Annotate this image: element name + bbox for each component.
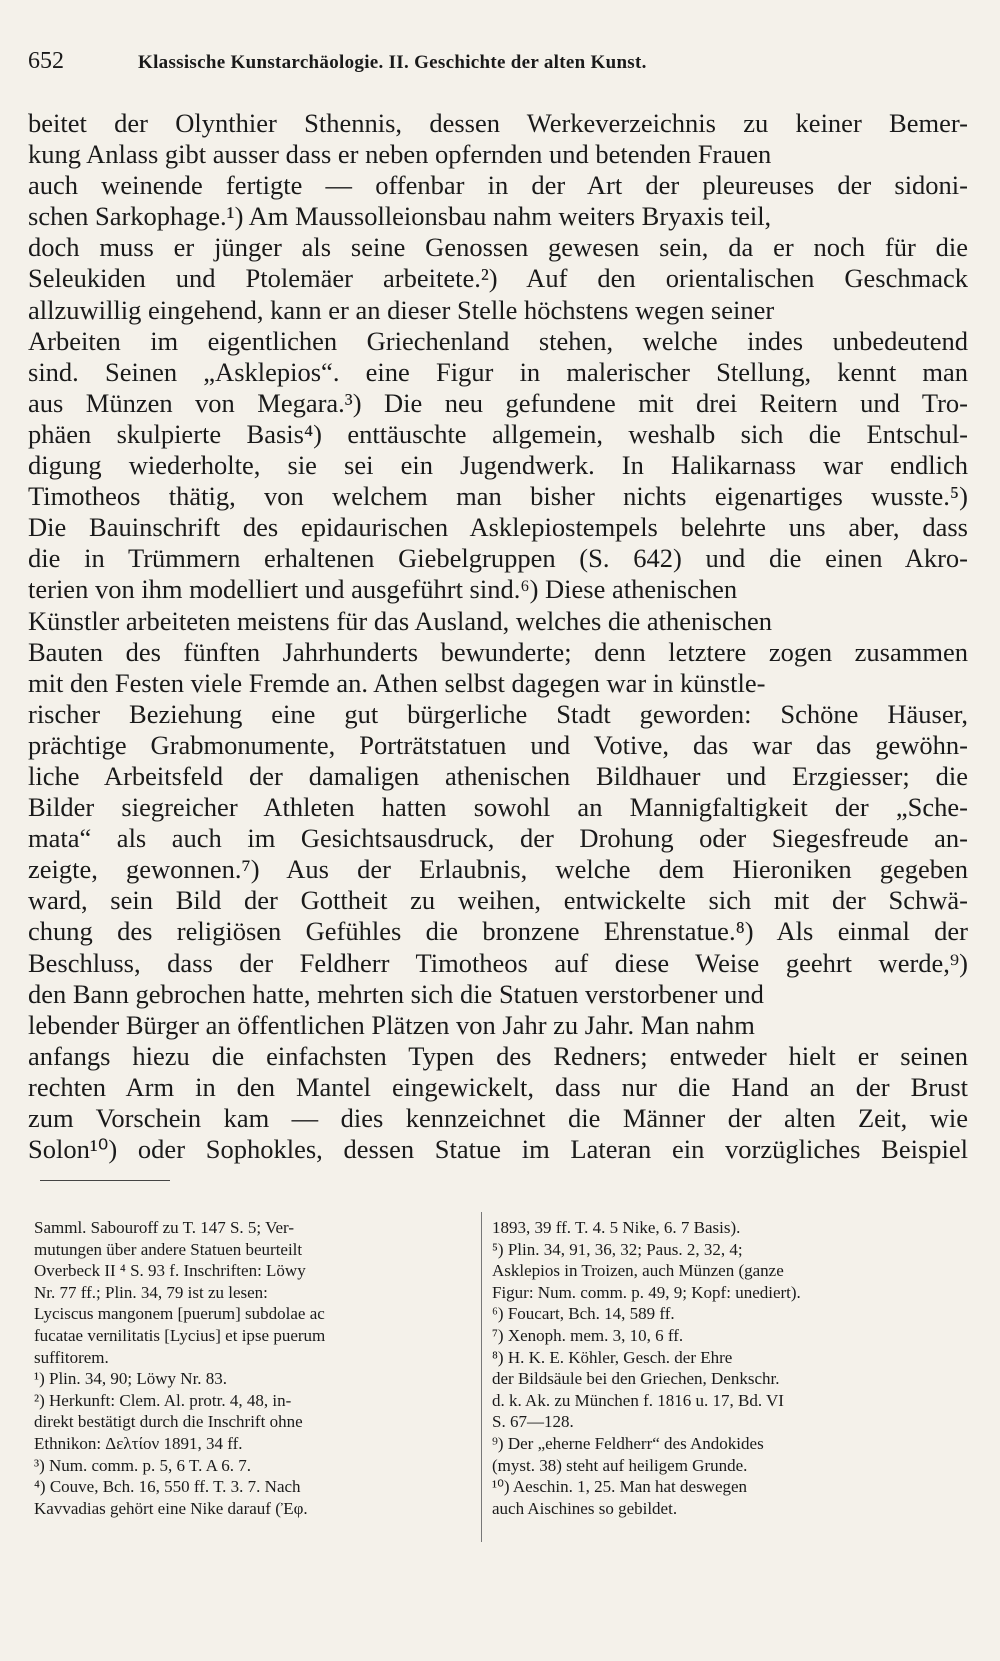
- text-line: rechten Arm in den Mantel eingewickelt, dass nur die Hand an der Brust: [28, 1071, 968, 1102]
- text-line: terien von ihm modelliert und ausgeführt sind.⁶) Diese athenischen: [28, 574, 738, 605]
- footnote-line: 1893, 39 ff. T. 4. 5 Nike, 6. 7 Basis).: [492, 1218, 741, 1237]
- footnote-line: ⁹) Der „eherne Feldherr“ des Andokides: [492, 1433, 764, 1453]
- footnote-line: mutungen über andere Statuen beurteilt: [34, 1239, 303, 1259]
- footnote-line: Kavvadias gehört eine Nike darauf (Ἐφ.: [34, 1498, 308, 1518]
- footnote-line: Asklepios in Troizen, auch Münzen (ganze: [492, 1261, 784, 1281]
- text-line: Künstler arbeiteten meistens für das Ausland, welches die athenischen: [28, 605, 772, 636]
- footnote-column-divider: [481, 1212, 482, 1542]
- text-line: mit den Festen viele Fremde an. Athen selbst dagegen war in künstle-: [28, 667, 766, 698]
- footnote-line: fucatae vernilitatis [Lycius] et ipse puerum: [34, 1325, 326, 1345]
- page-number: 652: [28, 48, 64, 74]
- footnote-line: ²) Herkunft: Clem. Al. protr. 4, 48, in-: [34, 1390, 292, 1410]
- text-line: den Bann gebrochen hatte, mehrten sich die Statuen verstorbener und: [28, 978, 764, 1009]
- footnote-line: auch Aischines so gebildet.: [492, 1498, 678, 1518]
- text-line: digung wiederholte, sie sei ein Jugendwerk. In Halikarnass war endlich: [28, 450, 968, 481]
- text-line: Beschluss, dass der Feldherr Timotheos auf diese Weise geehrt werde,⁹): [28, 947, 968, 978]
- footnote-line: ⁷) Xenoph. mem. 3, 10, 6 ff.: [492, 1325, 684, 1345]
- footnotes-left-column: [34, 1217, 470, 1519]
- text-line: Die Bauinschrift des epidaurischen Asklepiostempels belehrte uns aber, dass: [28, 512, 968, 543]
- footnote-line: ⁶) Foucart, Bch. 14, 589 ff.: [492, 1304, 675, 1324]
- main-text: [28, 108, 968, 1165]
- text-line: sind. Seinen „Asklepios“. eine Figur in malerischer Stellung, kennt man: [28, 356, 968, 387]
- text-line: ward, sein Bild der Gottheit zu weihen, entwickelte sich mit der Schwä-: [28, 885, 968, 916]
- text-line: zeigte, gewonnen.⁷) Aus der Erlaubnis, welche dem Hieroniken gegeben: [28, 854, 968, 885]
- text-line: liche Arbeitsfeld der damaligen athenischen Bildhauer und Erzgiesser; die: [28, 760, 968, 791]
- footnote-line: Overbeck II ⁴ S. 93 f. Inschriften: Löwy: [34, 1261, 306, 1281]
- text-line: lebender Bürger an öffentlichen Plätzen von Jahr zu Jahr. Man nahm: [28, 1009, 755, 1040]
- footnote-line: Samml. Sabouroff zu T. 147 S. 5; Ver-: [34, 1218, 294, 1237]
- text-line: doch muss er jünger als seine Genossen gewesen sein, da er noch für die: [28, 232, 968, 263]
- footnote-line: Ethnikon: Δελτίον 1891, 34 ff.: [34, 1433, 243, 1453]
- footnote-line: Nr. 77 ff.; Plin. 34, 79 ist zu lesen:: [34, 1282, 268, 1302]
- text-line: zum Vorschein kam — dies kennzeichnet die Männer der alten Zeit, wie: [28, 1103, 968, 1133]
- text-line: schen Sarkophage.¹) Am Maussolleionsbau nahm weiters Bryaxis teil,: [28, 201, 772, 232]
- footnote-line: ³) Num. comm. p. 5, 6 T. A 6. 7.: [34, 1455, 251, 1475]
- footnote-line: direkt bestätigt durch die Inschrift ohne: [34, 1412, 303, 1432]
- footnote-line: ¹⁰) Aeschin. 1, 25. Man hat deswegen: [492, 1477, 748, 1497]
- text-line: Timotheos thätig, von welchem man bisher nichts eigenartiges wusste.⁵): [28, 481, 968, 512]
- text-line: chung des religiösen Gefühles die bronzene Ehrenstatue.⁸) Als einmal der: [28, 916, 968, 947]
- text-line: beitet der Olynthier Sthennis, dessen Werkeverzeichnis zu keiner Bemer-: [28, 108, 968, 138]
- footnote-line: Figur: Num. comm. p. 49, 9; Kopf: unediert).: [492, 1282, 801, 1302]
- text-line: anfangs hiezu die einfachsten Typen des Redners; entweder hielt er seinen: [28, 1040, 968, 1071]
- text-line: Solon¹⁰) oder Sophokles, dessen Statue im Lateran ein vorzügliches Beispiel: [28, 1134, 968, 1165]
- footnote-line: Lyciscus mangonem [puerum] subdolae ac: [34, 1304, 325, 1324]
- text-line: phäen skulpierte Basis⁴) enttäuschte allgemein, weshalb sich die Entschul-: [28, 418, 968, 449]
- footnote-separator: [40, 1180, 170, 1181]
- text-line: auch weinende fertigte — offenbar in der Art der pleureuses der sidoni-: [28, 170, 968, 201]
- text-line: kung Anlass gibt ausser dass er neben opfernden und betenden Frauen: [28, 139, 772, 170]
- text-line: Bilder siegreicher Athleten hatten sowohl an Mannigfaltigkeit der „Sche-: [28, 792, 968, 823]
- footnote-line: der Bildsäule bei den Griechen, Denkschr.: [492, 1369, 780, 1389]
- footnotes-right-column: [492, 1217, 932, 1519]
- footnote-line: ⁴) Couve, Bch. 16, 550 ff. T. 3. 7. Nach: [34, 1477, 301, 1497]
- text-line: Arbeiten im eigentlichen Griechenland stehen, welche indes unbedeutend: [28, 325, 968, 356]
- text-line: aus Münzen von Megara.³) Die neu gefundene mit drei Reitern und Tro-: [28, 387, 968, 418]
- footnote-line: d. k. Ak. zu München f. 1816 u. 17, Bd. VI: [492, 1390, 784, 1410]
- text-line: allzuwillig eingehend, kann er an dieser Stelle höchstens wegen seiner: [28, 294, 775, 325]
- footnote-line: suffitorem.: [34, 1347, 109, 1367]
- footnote-line: ¹) Plin. 34, 90; Löwy Nr. 83.: [34, 1369, 228, 1389]
- text-line: rischer Beziehung eine gut bürgerliche Stadt geworden: Schöne Häuser,: [28, 698, 968, 729]
- footnote-line: ⁸) H. K. E. Köhler, Gesch. der Ehre: [492, 1347, 733, 1367]
- text-line: Bauten des fünften Jahrhunderts bewunderte; denn letztere zogen zusammen: [28, 636, 968, 667]
- footnote-line: S. 67—128.: [492, 1412, 574, 1432]
- footnote-line: ⁵) Plin. 34, 91, 36, 32; Paus. 2, 32, 4;: [492, 1239, 743, 1259]
- page-header: [28, 48, 843, 75]
- text-line: mata“ als auch im Gesichtsausdruck, der Drohung oder Siegesfreude an-: [28, 823, 968, 854]
- text-line: prächtige Grabmonumente, Porträtstatuen und Votive, das war das gewöhn-: [28, 729, 968, 760]
- text-line: Seleukiden und Ptolemäer arbeitete.²) Auf den orientalischen Geschmack: [28, 263, 968, 294]
- text-line: die in Trümmern erhaltenen Giebelgruppen (S. 642) und die einen Akro-: [28, 543, 968, 574]
- running-head: Klassische Kunstarchäologie. II. Geschichte der alten Kunst.: [138, 52, 647, 73]
- footnote-line: (myst. 38) steht auf heiligem Grunde.: [492, 1455, 748, 1475]
